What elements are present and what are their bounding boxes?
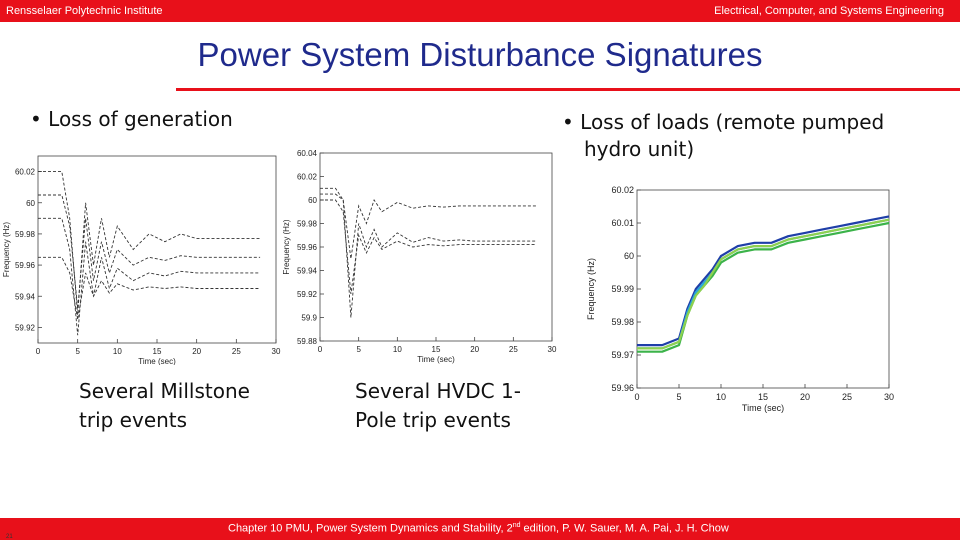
- institute-name: Rensselaer Polytechnic Institute: [6, 5, 163, 17]
- x-tick-label: 15: [152, 347, 162, 356]
- header-bar: [0, 0, 960, 22]
- y-tick-label: 59.98: [14, 229, 35, 239]
- slide-title: Power System Disturbance Signatures: [197, 36, 763, 73]
- chart-millstone: [0, 150, 282, 365]
- x-axis-label: Time (sec): [138, 357, 176, 365]
- bullet-loss-of-loads-line2: hydro unit): [584, 137, 695, 161]
- page-number: 21: [6, 534, 13, 540]
- x-tick-label: 5: [676, 392, 682, 402]
- caption-millstone-line1: Several Millstone: [79, 379, 250, 403]
- y-tick-label: 60: [26, 198, 35, 208]
- bullet-loss-of-generation: • Loss of generation: [30, 107, 233, 131]
- plot-frame: [320, 153, 552, 341]
- caption-hvdc-line2: Pole trip events: [355, 408, 511, 432]
- department-name: Electrical, Computer, and Systems Engineering: [714, 5, 944, 17]
- y-tick-label: 60.02: [296, 172, 317, 182]
- y-tick-label: 60.01: [611, 218, 634, 228]
- y-tick-label: 59.94: [14, 292, 35, 302]
- x-tick-label: 5: [356, 345, 361, 354]
- footer-citation: [228, 522, 729, 535]
- chart-loss-of-loads: [585, 180, 900, 420]
- x-tick-label: 20: [470, 345, 480, 354]
- x-axis-label: Time (sec): [741, 403, 785, 413]
- citation-text-2: edition, P. W. Sauer, M. A. Pai, J. H. Chow: [520, 522, 729, 535]
- x-tick-label: 30: [547, 345, 557, 354]
- y-tick-label: 60.02: [14, 167, 35, 177]
- y-axis-label: Frequency (Hz): [282, 219, 291, 275]
- y-tick-label: 59.97: [611, 350, 634, 360]
- y-tick-label: 59.88: [296, 337, 317, 346]
- y-tick-label: 59.96: [611, 383, 634, 393]
- y-tick-label: 59.98: [611, 317, 634, 327]
- citation-superscript: nd: [512, 522, 521, 529]
- citation-text-1: Chapter 10 PMU, Power System Dynamics and Stability, 2: [228, 522, 513, 535]
- caption-millstone-line2: trip events: [79, 408, 188, 432]
- y-tick-label: 60.02: [611, 185, 634, 195]
- y-axis-label: Frequency (Hz): [2, 221, 11, 278]
- footer-bar: [0, 518, 960, 540]
- y-tick-label: 59.94: [296, 266, 317, 276]
- bullet-loss-of-loads-line1: • Loss of loads (remote pumped: [562, 110, 885, 134]
- x-tick-label: 0: [35, 347, 41, 356]
- y-tick-label: 59.99: [611, 284, 634, 294]
- x-tick-label: 25: [231, 347, 241, 356]
- x-tick-label: 15: [431, 345, 441, 354]
- y-tick-label: 60: [623, 251, 634, 261]
- caption-hvdc-line1: Several HVDC 1-: [355, 379, 521, 403]
- x-tick-label: 0: [317, 345, 323, 354]
- x-axis-label: Time (sec): [417, 355, 455, 364]
- y-tick-label: 60.04: [296, 149, 317, 158]
- x-tick-label: 5: [75, 347, 80, 356]
- y-tick-label: 60: [308, 196, 317, 205]
- x-tick-label: 30: [271, 347, 281, 356]
- plot-frame: [637, 190, 889, 388]
- x-tick-label: 20: [799, 392, 811, 402]
- title-underline: [176, 88, 960, 91]
- y-tick-label: 59.92: [296, 290, 317, 299]
- chart-hvdc: [280, 145, 560, 365]
- x-tick-label: 15: [757, 392, 769, 402]
- x-tick-label: 10: [715, 392, 727, 402]
- x-tick-label: 0: [634, 392, 640, 402]
- x-tick-label: 20: [192, 347, 202, 356]
- y-tick-label: 59.96: [296, 243, 317, 252]
- x-tick-label: 25: [841, 392, 853, 402]
- x-tick-label: 10: [392, 345, 402, 354]
- y-tick-label: 59.98: [296, 219, 317, 229]
- x-tick-label: 10: [112, 347, 122, 356]
- plot-frame: [38, 156, 276, 343]
- x-tick-label: 30: [883, 392, 895, 402]
- y-tick-label: 59.96: [14, 261, 35, 271]
- y-tick-label: 59.9: [301, 313, 317, 323]
- x-tick-label: 25: [508, 345, 518, 354]
- y-axis-label: Frequency (Hz): [586, 257, 596, 321]
- y-tick-label: 59.92: [14, 323, 35, 333]
